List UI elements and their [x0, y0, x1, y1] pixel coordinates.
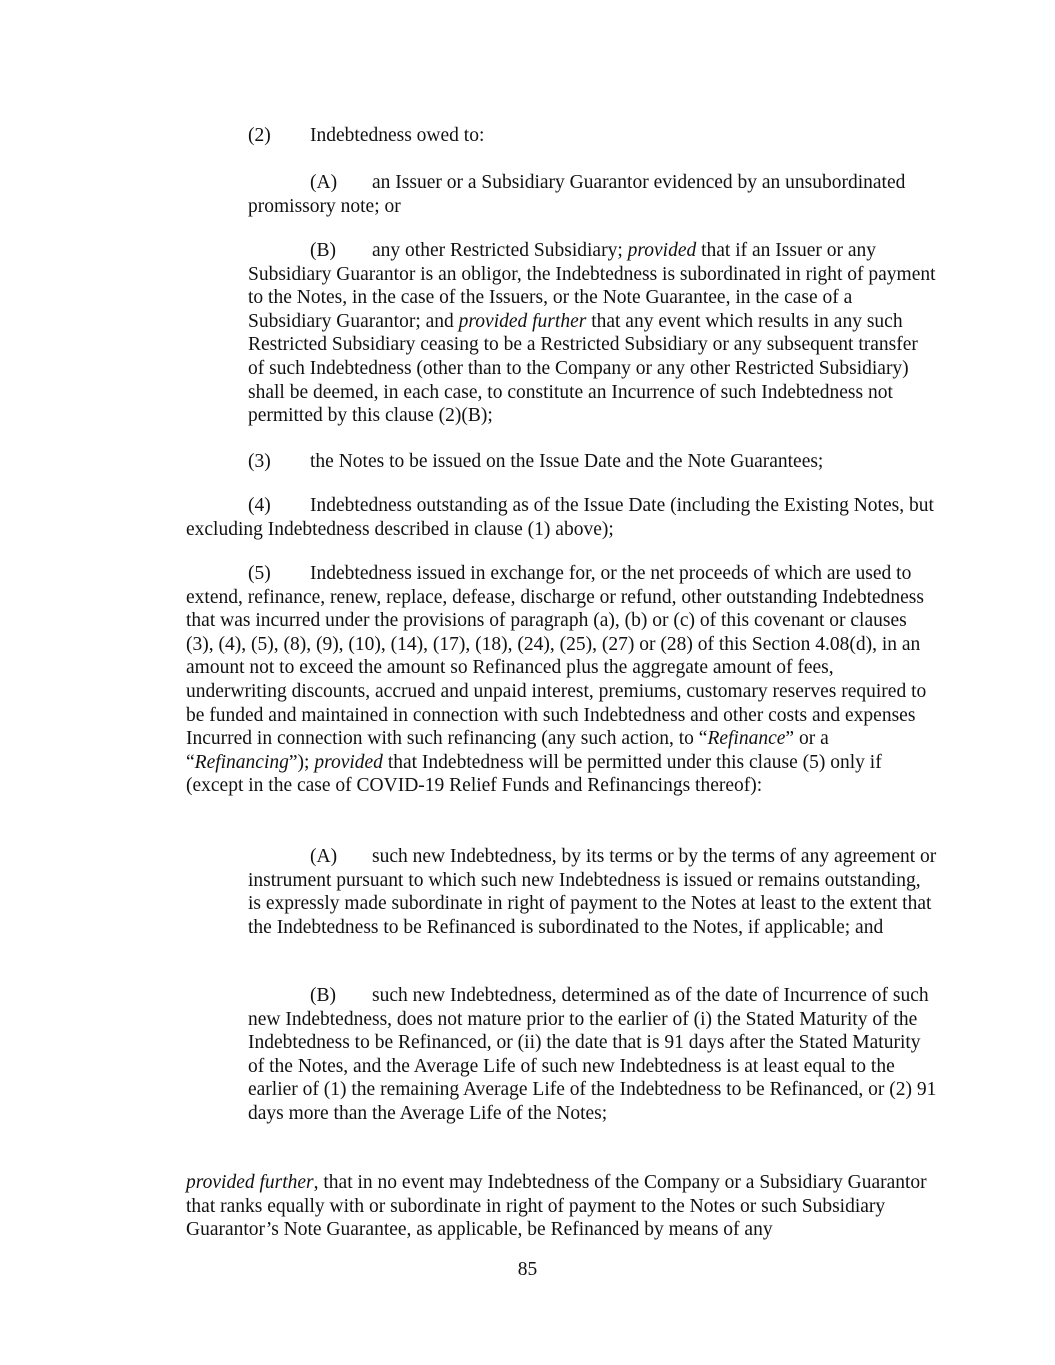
- clause-text: such new Indebtedness, determined as of the date of Incurrence of such new Indebtedness, does not mature prior to the earlier of (i) the Stated Maturity of the Indebtedness to be Refinanced, or (ii) the date that is 91 days after the Stated Maturity of the Notes, and the Average Life of such new Indebtedness is at least equal to the earlier of (1) the remaining Average Life of the Indebtedness to be Refinanced, or (2) 91 days more than the Average Life of the Notes;: [248, 985, 937, 1124]
- italic-term: Refinancing: [194, 751, 289, 773]
- clause-text: any other Restricted Subsidiary;: [372, 240, 628, 261]
- clause-5b: [248, 984, 938, 1126]
- clause-text: Indebtedness outstanding as of the Issue Date (including the Existing Notes, but excluding Indebtedness described in clause (1) above);: [186, 495, 934, 540]
- clause-number: (2): [248, 125, 271, 146]
- clause-text: ”);: [288, 751, 315, 773]
- clause-2a: [248, 171, 938, 218]
- italic-term: provided: [627, 240, 697, 261]
- clause-3: [248, 450, 938, 474]
- clause-text: Indebtedness issued in exchange for, or the net proceeds of which are used to extend, refinance, renew, replace, defease, discharge or refund, other outstanding Indebtedness that was incurred under the provisions of paragraph (a), (b) or (c) of this covenant or clauses (3), (4), (5), (8), (9), (10), (14), (17), (18), (24), (25), (27) or (28) of this Section 4.08(d), in an amount not to exceed the amount so Refinanced plus the aggregate amount of fees, underwriting discounts, accrued and unpaid interest, premiums, customary reserves required to be funded and maintained in connection with such Indebtedness and other costs and expenses Incurred in connection with such refinancing (any such action, to “: [186, 563, 927, 750]
- clause-2b: [248, 239, 938, 428]
- italic-term: Refinance: [707, 728, 786, 750]
- proviso-text: , that in no event may Indebtedness of the Company or a Subsidiary Guarantor that ranks equally with or subordinate in right of payment to the Notes or such Subsidiary Guarantor’s Note Guarantee, as applicable, be Refinanced by means of any: [186, 1172, 927, 1241]
- clause-text: that if an Issuer or any Subsidiary Guarantor is an obligor, the Indebtedness is subordinated in right of payment to the Notes, in the case of the Issuers, or the Note Guarantee, in the case of a Subsidiary Guarantor; and: [248, 240, 936, 332]
- clause-text: ” or a “: [186, 728, 829, 773]
- clause-5a: [248, 845, 938, 939]
- page-number: 85: [517, 1259, 538, 1280]
- clause-4: [186, 494, 936, 541]
- italic-term: provided further: [186, 1172, 314, 1193]
- clause-text: an Issuer or a Subsidiary Guarantor evidenced by an unsubordinated promissory note; or: [248, 172, 906, 217]
- clause-number: (4): [248, 495, 271, 516]
- clause-number: (B): [310, 240, 336, 261]
- clause-number: (A): [310, 846, 338, 867]
- italic-term: provided further: [458, 310, 587, 332]
- clause-number: (5): [248, 563, 271, 584]
- clause-2: [248, 124, 938, 148]
- clause-text: Indebtedness owed to:: [310, 125, 485, 146]
- proviso-paragraph: [186, 1171, 936, 1242]
- italic-term: provided: [314, 751, 383, 773]
- clause-number: (A): [310, 172, 338, 193]
- clause-text: that any event which results in any such Restricted Subsidiary ceasing to be a Restricted Subsidiary or any subsequent transfer of such Indebtedness (other than to the Company or any other Restricted Subsidiary) shall be deemed, in each case, to constitute an Incurrence of such Indebtedness not permitted by this clause (2)(B);: [248, 310, 918, 427]
- clause-number: (3): [248, 451, 271, 472]
- clause-number: (B): [310, 985, 336, 1006]
- clause-text: the Notes to be issued on the Issue Date and the Note Guarantees;: [310, 451, 824, 472]
- clause-text: that Indebtedness will be permitted under this clause (5) only if (except in the case of COVID-19 Relief Funds and Refinancings thereof):: [186, 751, 882, 797]
- clause-5: [186, 562, 936, 798]
- clause-text: such new Indebtedness, by its terms or by the terms of any agreement or instrument pursuant to which such new Indebtedness is issued or remains outstanding, is expressly made subordinate in right of payment to the Notes at least to the extent that the Indebtedness to be Refinanced is subordinated to the Notes, if applicable; and: [248, 846, 937, 938]
